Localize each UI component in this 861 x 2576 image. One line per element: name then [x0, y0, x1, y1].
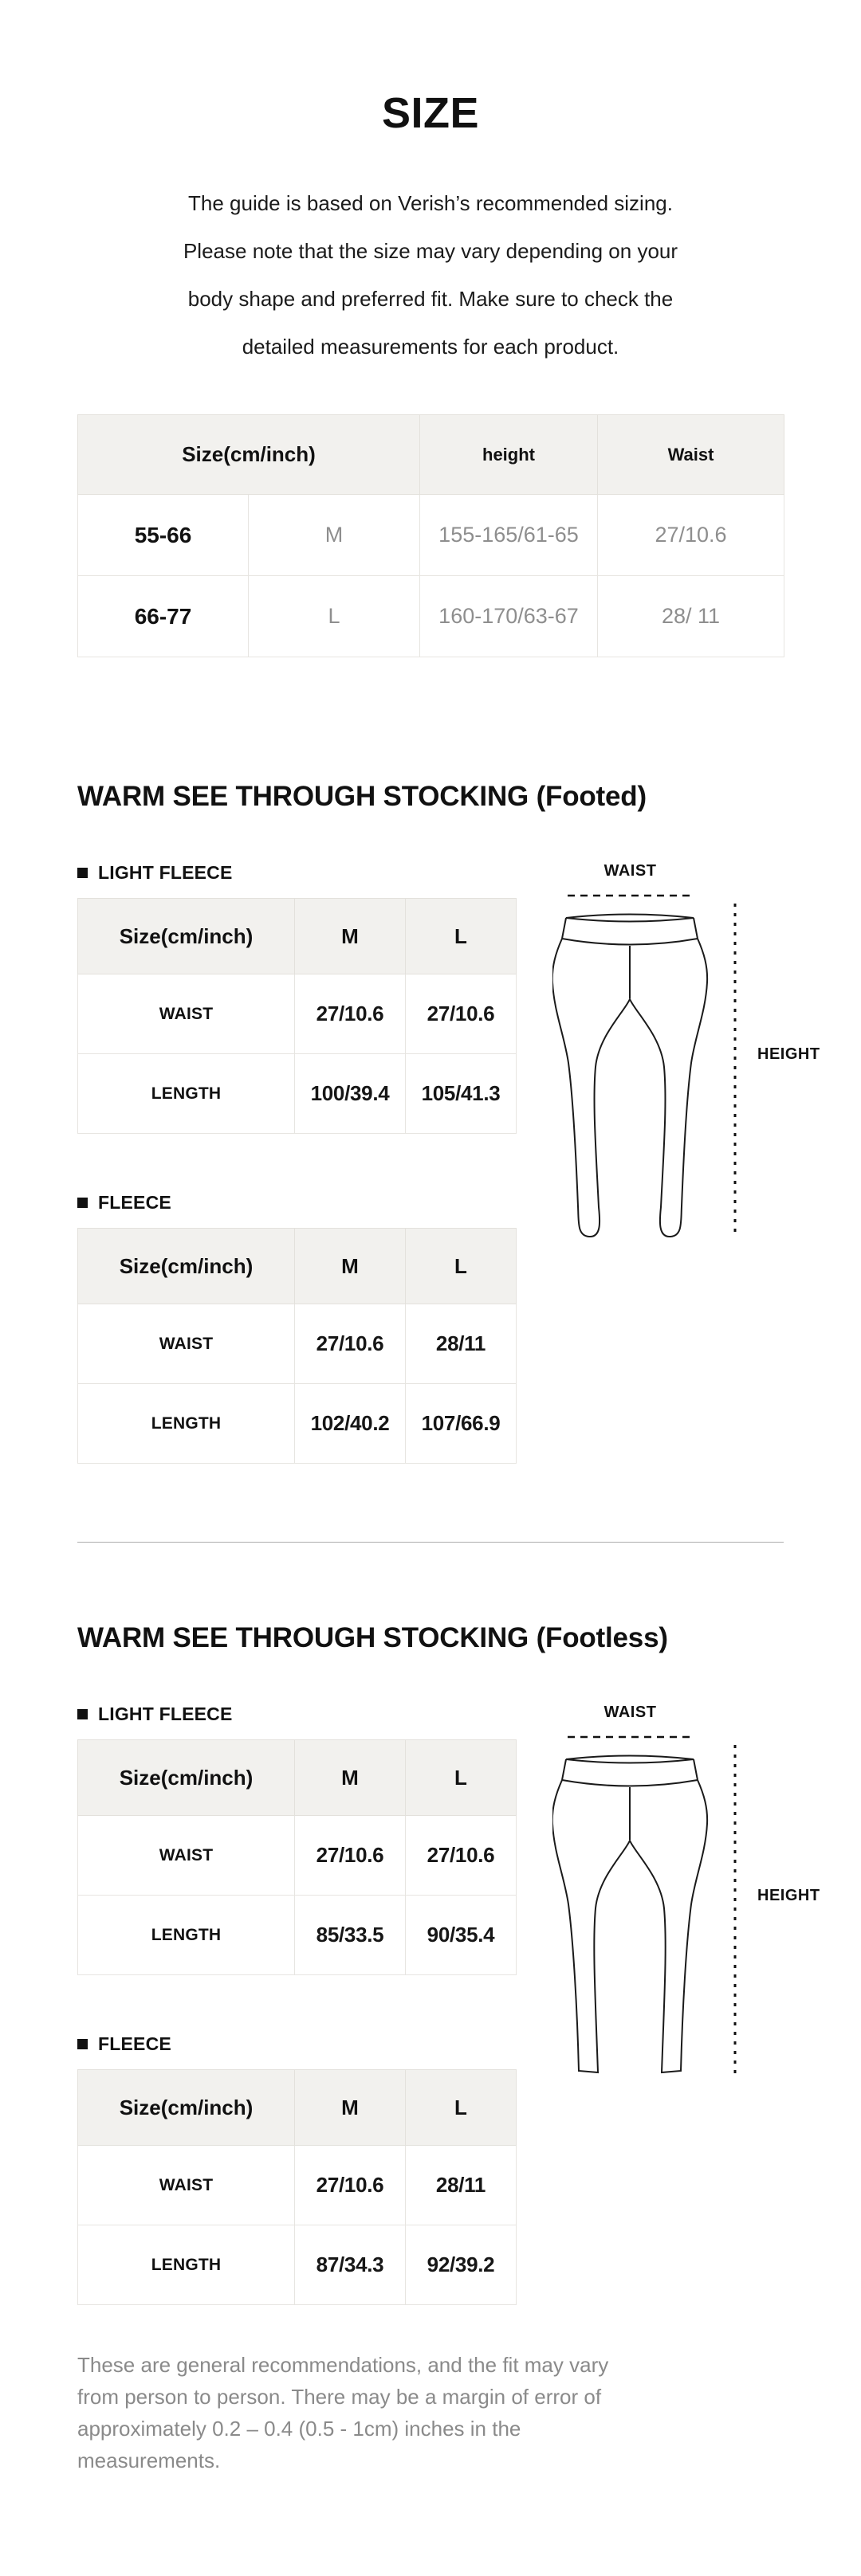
spec-table-header-row	[78, 1229, 517, 1304]
page-title: SIZE	[381, 89, 480, 137]
waist-label: WAIST	[603, 862, 657, 880]
fabric-label-text: LIGHT FLEECE	[98, 861, 233, 883]
spec-value-l: 28/11	[406, 1304, 517, 1384]
leggings-diagram-footed	[552, 862, 821, 1237]
spec-header-size: Size(cm/inch)	[78, 1740, 295, 1816]
spec-table-footless-light-fleece	[77, 1739, 517, 1975]
size-table-header-row	[78, 415, 784, 495]
intro-paragraph	[77, 179, 784, 371]
spec-value-l: 27/10.6	[406, 974, 517, 1054]
intro-line: Please note that the size may vary depending on your	[183, 239, 678, 263]
height-label: HEIGHT	[757, 1887, 820, 1904]
footer-line: measurements.	[77, 2449, 221, 2472]
spec-value-l: 92/39.2	[406, 2225, 517, 2305]
spec-value-m: 27/10.6	[295, 1304, 406, 1384]
spec-value-l: 105/41.3	[406, 1054, 517, 1134]
waist-label: WAIST	[603, 1704, 657, 1721]
spec-value-m: 27/10.6	[295, 2146, 406, 2225]
spec-header-size: Size(cm/inch)	[78, 899, 295, 974]
size-table-header-size: Size(cm/inch)	[78, 415, 420, 495]
spec-value-m: 27/10.6	[295, 1816, 406, 1896]
spec-table-footed-fleece	[77, 1228, 517, 1464]
spec-table-footed-light-fleece	[77, 898, 517, 1134]
leggings-footless-drawing	[552, 1732, 752, 2076]
spec-value-m: 100/39.4	[295, 1054, 406, 1134]
size-letter-cell: L	[249, 576, 420, 657]
size-table	[77, 414, 784, 657]
spec-row-label: WAIST	[78, 974, 295, 1054]
footer-line: from person to person. There may be a margin of error of	[77, 2385, 602, 2409]
section-title-footed: WARM SEE THROUGH STOCKING (Footed)	[77, 781, 647, 812]
table-row	[78, 974, 517, 1054]
size-table-header-height: height	[420, 415, 598, 495]
spec-header-m: M	[295, 1740, 406, 1816]
fabric-label-text: LIGHT FLEECE	[98, 1703, 233, 1724]
spec-value-l: 107/66.9	[406, 1384, 517, 1464]
spec-table-header-row	[78, 2070, 517, 2146]
spec-row-label: WAIST	[78, 1816, 295, 1896]
footer-line: approximately 0.2 – 0.4 (0.5 - 1cm) inches in the	[77, 2417, 521, 2441]
bullet-square-icon	[77, 2039, 88, 2049]
waistband-top	[566, 1756, 694, 1763]
spec-row-label: LENGTH	[78, 1384, 295, 1464]
table-row	[78, 1896, 517, 1975]
size-table-header-waist: Waist	[598, 415, 784, 495]
size-range-cell: 66-77	[78, 576, 249, 657]
size-range-cell: 55-66	[78, 495, 249, 576]
spec-value-l: 28/11	[406, 2146, 517, 2225]
height-label: HEIGHT	[757, 1045, 820, 1063]
section-body-footless	[77, 1703, 820, 2305]
size-letter-cell: M	[249, 495, 420, 576]
height-cell: 160-170/63-67	[420, 576, 598, 657]
table-row	[78, 2146, 517, 2225]
waistband-top	[566, 915, 694, 922]
spec-header-m: M	[295, 899, 406, 974]
intro-line: body shape and preferred fit. Make sure to check the	[187, 287, 674, 311]
height-cell: 155-165/61-65	[420, 495, 598, 576]
spec-value-m: 85/33.5	[295, 1896, 406, 1975]
bullet-square-icon	[77, 1198, 88, 1208]
intro-line: detailed measurements for each product.	[242, 335, 619, 359]
spec-header-l: L	[406, 2070, 517, 2146]
table-row	[78, 576, 784, 657]
spec-header-m: M	[295, 1229, 406, 1304]
size-guide-page	[0, 89, 861, 2565]
spec-value-m: 87/34.3	[295, 2225, 406, 2305]
fabric-label-text: FLEECE	[98, 1191, 171, 1213]
table-row	[78, 1054, 517, 1134]
table-row	[78, 1816, 517, 1896]
bullet-square-icon	[77, 1709, 88, 1719]
spec-header-l: L	[406, 1229, 517, 1304]
spec-header-size: Size(cm/inch)	[78, 1229, 295, 1304]
leggings-diagram-footless	[552, 1704, 821, 2078]
section-body-footed	[77, 861, 820, 1464]
spec-row-label: LENGTH	[78, 2225, 295, 2305]
spec-table-header-row	[78, 899, 517, 974]
footer-line: These are general recommendations, and the fit may vary	[77, 2353, 609, 2377]
spec-value-m: 27/10.6	[295, 974, 406, 1054]
spec-row-label: WAIST	[78, 1304, 295, 1384]
leggings-footed-drawing	[552, 891, 752, 1241]
spec-header-l: L	[406, 899, 517, 974]
section-divider	[77, 1542, 784, 1543]
spec-table-footless-fleece	[77, 2069, 517, 2305]
section-title-footless: WARM SEE THROUGH STOCKING (Footless)	[77, 1622, 668, 1653]
table-row	[78, 1304, 517, 1384]
fabric-label-text: FLEECE	[98, 2033, 171, 2054]
spec-row-label: WAIST	[78, 2146, 295, 2225]
table-row	[78, 2225, 517, 2305]
spec-value-m: 102/40.2	[295, 1384, 406, 1464]
waist-cell: 27/10.6	[598, 495, 784, 576]
spec-header-l: L	[406, 1740, 517, 1816]
spec-header-size: Size(cm/inch)	[78, 2070, 295, 2146]
spec-header-m: M	[295, 2070, 406, 2146]
waist-cell: 28/ 11	[598, 576, 784, 657]
bullet-square-icon	[77, 868, 88, 878]
spec-row-label: LENGTH	[78, 1896, 295, 1975]
intro-line: The guide is based on Verish’s recommended sizing.	[188, 191, 673, 215]
spec-row-label: LENGTH	[78, 1054, 295, 1134]
spec-table-header-row	[78, 1740, 517, 1816]
spec-value-l: 90/35.4	[406, 1896, 517, 1975]
table-row	[78, 1384, 517, 1464]
footer-note	[77, 2349, 784, 2476]
table-row	[78, 495, 784, 576]
spec-value-l: 27/10.6	[406, 1816, 517, 1896]
